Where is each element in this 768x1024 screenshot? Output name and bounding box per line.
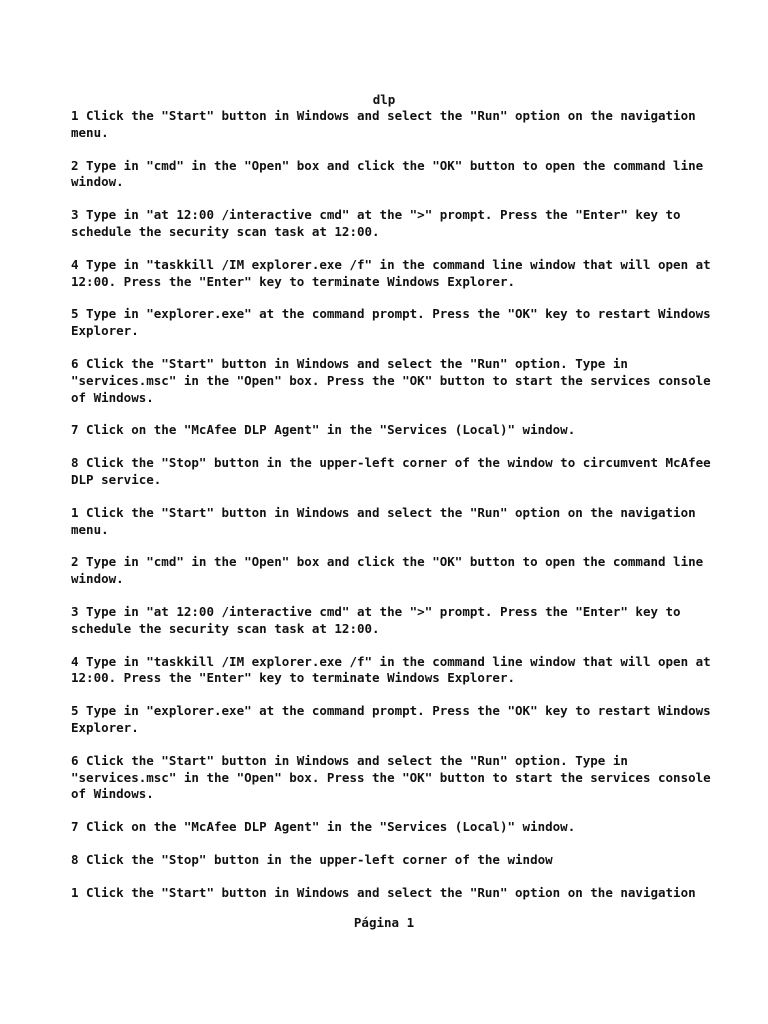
step-paragraph: 6 Click the "Start" button in Windows and select the "Run" option. Type in "services.msc" in the "Open" box. Press the "OK" button to start the services console of Windows. bbox=[71, 355, 711, 405]
document-body bbox=[71, 108, 711, 918]
step-paragraph: 3 Type in "at 12:00 /interactive cmd" at the ">" prompt. Press the "Enter" key to schedule the security scan task at 12:00. bbox=[71, 207, 681, 239]
step-paragraph: 2 Type in "cmd" in the "Open" box and click the "OK" button to open the command line window. bbox=[71, 157, 704, 190]
step-paragraph: 4 Type in "taskkill /IM explorer.exe /f" in the command line window that will open at 12:00. Press the "Enter" key to terminate Windows Explorer. bbox=[71, 653, 711, 686]
step-paragraph: 1 Click the "Start" button in Windows and select the "Run" option on the navigation menu. bbox=[71, 504, 696, 537]
step-paragraph: 5 Type in "explorer.exe" at the command prompt. Press the "OK" key to restart Windows Explorer. bbox=[71, 703, 711, 735]
step-paragraph: 1 Click the "Start" button in Windows and select the "Run" option on the navigation bbox=[71, 884, 696, 900]
step-paragraph: 7 Click on the "McAfee DLP Agent" in the "Services (Local)" window. bbox=[71, 819, 576, 835]
step-paragraph: 7 Click on the "McAfee DLP Agent" in the "Services (Local)" window. bbox=[71, 422, 576, 438]
step-paragraph: 3 Type in "at 12:00 /interactive cmd" at the ">" prompt. Press the "Enter" key to schedule the security scan task at 12:00. bbox=[71, 603, 681, 636]
step-paragraph: 4 Type in "taskkill /IM explorer.exe /f" in the command line window that will open at 12:00. Press the "Enter" key to terminate Windows Explorer. bbox=[71, 256, 711, 289]
step-paragraph: 8 Click the "Stop" button in the upper-left corner of the window to circumvent McAfee DLP service. bbox=[71, 455, 711, 487]
step-paragraph: 6 Click the "Start" button in Windows and select the "Run" option. Type in "services.msc" in the "Open" box. Press the "OK" button to start the services console of Windows. bbox=[71, 752, 711, 802]
step-paragraph: 8 Click the "Stop" button in the upper-left corner of the window bbox=[71, 851, 553, 867]
step-paragraph: 1 Click the "Start" button in Windows and select the "Run" option on the navigation menu. bbox=[71, 108, 696, 140]
step-paragraph: 5 Type in "explorer.exe" at the command prompt. Press the "OK" key to restart Windows Explorer. bbox=[71, 306, 711, 339]
document-title: dlp bbox=[372, 92, 396, 107]
step-paragraph: 2 Type in "cmd" in the "Open" box and click the "OK" button to open the command line window. bbox=[71, 554, 704, 587]
page-footer: Página 1 bbox=[353, 915, 415, 930]
